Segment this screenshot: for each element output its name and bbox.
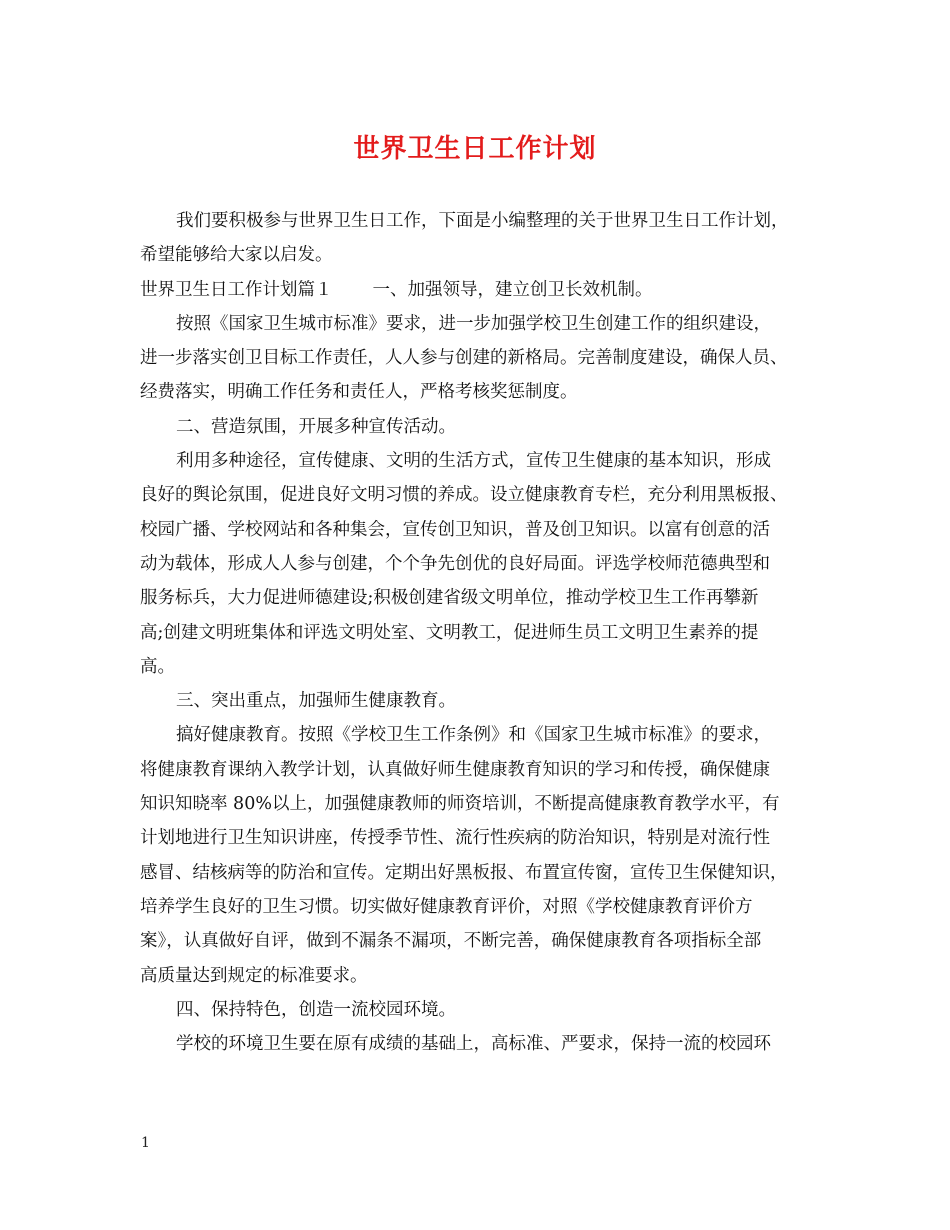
paragraph-line: 案》，认真做好自评，做到不漏条不漏项，不断完善，确保健康教育各项指标全部 — [140, 931, 762, 952]
paragraph-line: 进一步落实创卫目标工作责任，人人参与创建的新格局。完善制度建设，确保人员、 — [140, 348, 788, 369]
section-heading: 四、保持特色，创造一流校园环境。 — [176, 999, 456, 1020]
page-number: 1 — [141, 1135, 150, 1151]
paragraph-line: 按照《国家卫生城市标准》要求，进一步加强学校卫生创建工作的组织建设， — [176, 313, 771, 334]
section-heading: 一、加强领导，建立创卫长效机制。 — [372, 279, 653, 300]
paragraph-line: 希望能够给大家以启发。 — [140, 245, 333, 266]
paragraph-line: 利用多种途径，宣传健康、文明的生活方式，宣传卫生健康的基本知识，形成 — [176, 451, 771, 472]
document-title: 世界卫生日工作计划 — [353, 134, 597, 164]
section-heading: 二、营造氛围，开展多种宣传活动。 — [176, 416, 456, 437]
paragraph-line: 培养学生良好的卫生习惯。切实做好健康教育评价，对照《学校健康教育评价方 — [140, 896, 753, 917]
document-body — [140, 204, 820, 1061]
paragraph-line: 良好的舆论氛围，促进良好文明习惯的养成。设立健康教育专栏，充分利用黑板报、 — [140, 485, 788, 506]
paragraph-line: 将健康教育课纳入教学计划，认真做好师生健康教育知识的学习和传授，确保健康 — [140, 759, 770, 780]
paragraph-line: 知识知晓率 80%以上，加强健康教师的师资培训，不断提高健康教育教学水平，有 — [140, 794, 780, 815]
paragraph-line: 感冒、结核病等的防治和宣传。定期出好黑板报、布置宣传窗，宣传卫生保健知识， — [140, 862, 788, 883]
paragraph-line: 计划地进行卫生知识讲座，传授季节性、流行性疾病的防治知识，特别是对流行性 — [140, 828, 770, 849]
paragraph-line: 高质量达到规定的标准要求。 — [140, 965, 368, 986]
section-heading-label: 世界卫生日工作计划篇１ — [140, 279, 333, 300]
paragraph-line: 服务标兵，大力促进师德建设;积极创建省级文明单位，推动学校卫生工作再攀新 — [140, 588, 759, 609]
paragraph-line: 高;创建文明班集体和评选文明处室、文明教工，促进师生员工文明卫生素养的提 — [140, 622, 759, 643]
paragraph-line: 经费落实，明确工作任务和责任人，严格考核奖惩制度。 — [140, 382, 578, 403]
paragraph-line: 我们要积极参与世界卫生日工作，下面是小编整理的关于世界卫生日工作计划， — [176, 211, 789, 231]
section-line — [140, 273, 820, 307]
paragraph-line: 学校的环境卫生要在原有成绩的基础上，高标准、严要求，保持一流的校园环 — [176, 1034, 771, 1055]
paragraph-line: 校园广播、学校网站和各种集会，宣传创卫知识，普及创卫知识。以富有创意的活 — [140, 519, 770, 540]
paragraph-line: 高。 — [140, 656, 175, 677]
paragraph-line: 动为载体，形成人人参与创建，个个争先创优的良好局面。评选学校师范德典型和 — [140, 553, 770, 574]
paragraph-line: 搞好健康教育。按照《学校卫生工作条例》和《国家卫生城市标准》的要求， — [176, 725, 771, 746]
section-heading: 三、突出重点，加强师生健康教育。 — [176, 691, 456, 712]
